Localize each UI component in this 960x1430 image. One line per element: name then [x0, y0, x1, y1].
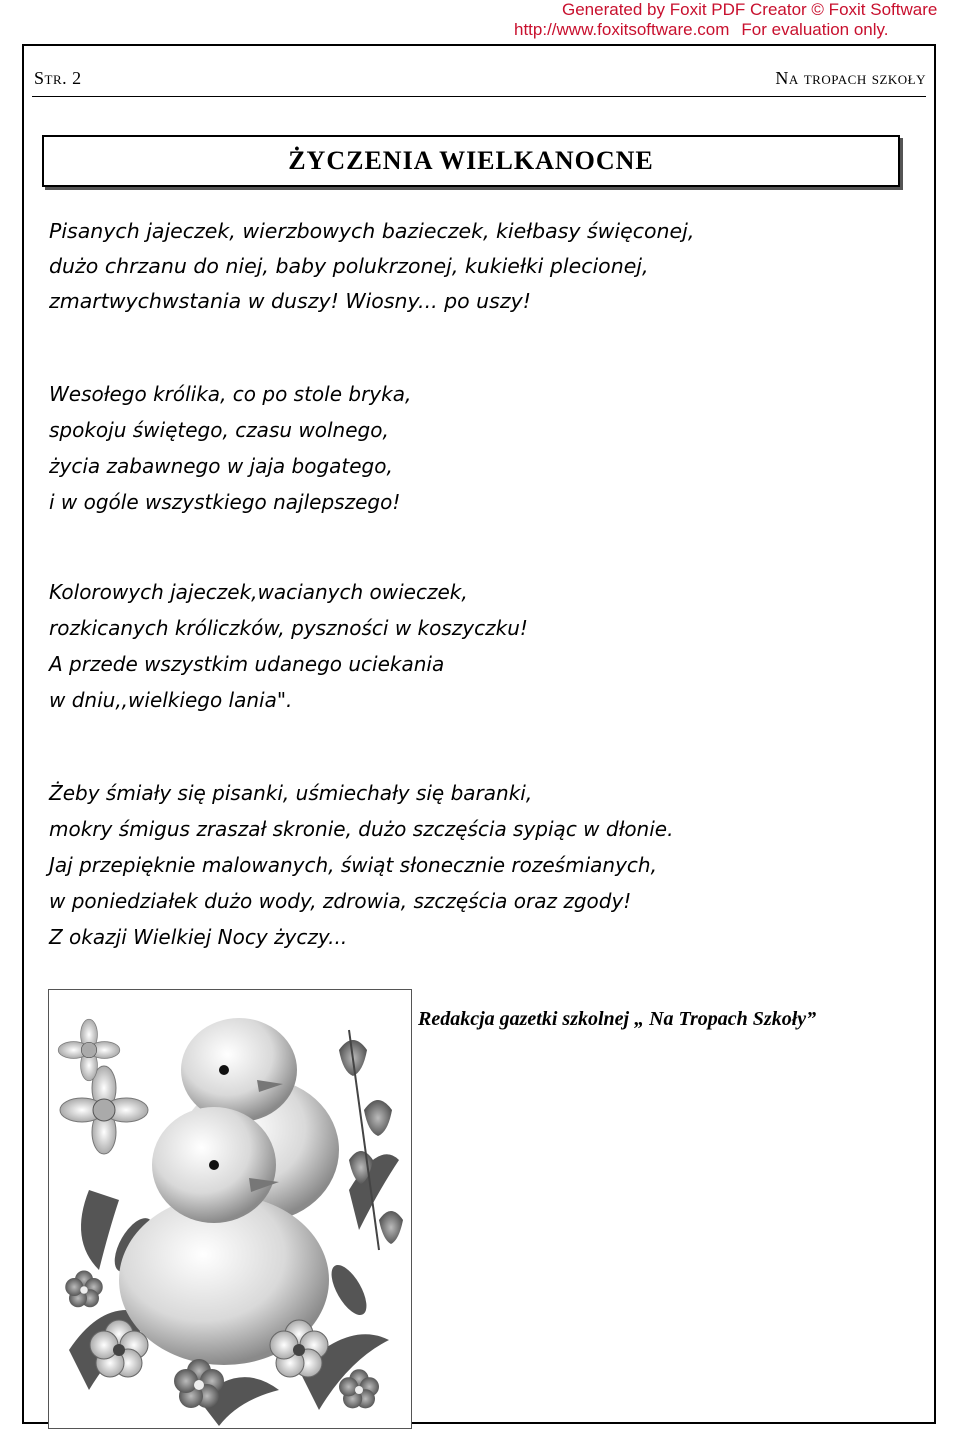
- wish-line: Wesołego królika, co po stole bryka,: [49, 382, 412, 406]
- wish-line: zmartwychwstania w duszy! Wiosny... po uszy!: [49, 289, 531, 313]
- wish-line: w dniu,,wielkiego lania".: [49, 688, 293, 712]
- wish-line: rozkicanych króliczków, pyszności w koszyczku!: [49, 616, 528, 640]
- wish-line: Z okazji Wielkiej Nocy życzy...: [49, 925, 348, 949]
- editorial-signature: Redakcja gazetki szkolnej „ Na Tropach Szkoły”: [418, 1008, 817, 1030]
- watermark-line-2: [514, 20, 944, 40]
- header-divider: [32, 96, 926, 97]
- wish-line: A przede wszystkim udanego uciekania: [49, 652, 445, 676]
- page-number-label: Str. 2: [34, 68, 82, 88]
- watermark-url[interactable]: http://www.foxitsoftware.com: [514, 20, 730, 39]
- chicks-and-flowers-drawing: [49, 990, 411, 1428]
- wish-line: mokry śmigus zraszał skronie, dużo szczęścia sypiąc w dłonie.: [49, 817, 674, 841]
- wish-paragraph-2: [49, 376, 411, 520]
- wish-line: w poniedziałek dużo wody, zdrowia, szczęścia oraz zgody!: [49, 889, 632, 913]
- wish-line: Jaj przepięknie malowanych, świąt słonecznie roześmianych,: [49, 853, 657, 877]
- wish-line: spokoju świętego, czasu wolnego,: [49, 418, 389, 442]
- wish-line: Żeby śmiały się pisanki, uśmiechały się baranki,: [49, 781, 533, 805]
- daffodils: [58, 1019, 148, 1154]
- evaluation-watermark: [514, 0, 944, 40]
- bellflowers: [339, 1040, 403, 1244]
- wish-paragraph-4: [49, 775, 673, 955]
- publication-name: Na tropach szkoły: [775, 68, 926, 88]
- easter-chicks-illustration: [48, 989, 412, 1429]
- newsletter-page: [22, 44, 936, 1424]
- wish-line: dużo chrzanu do niej, baby polukrzonej, kukiełki plecionej,: [49, 254, 649, 278]
- watermark-line-1: Generated by Foxit PDF Creator © Foxit Software: [562, 0, 938, 19]
- wish-line: życia zabawnego w jaja bogatego,: [49, 454, 393, 478]
- wish-line: i w ogóle wszystkiego najlepszego!: [49, 490, 401, 514]
- wish-paragraph-3: [49, 574, 528, 718]
- wish-line: Kolorowych jajeczek,wacianych owieczek,: [49, 580, 468, 604]
- watermark-note: For evaluation only.: [741, 20, 889, 39]
- article-title: ŻYCZENIA WIELKANOCNE: [42, 135, 900, 187]
- wish-paragraph-1: [49, 214, 694, 319]
- wish-line: Pisanych jajeczek, wierzbowych bazieczek, kiełbasy święconej,: [49, 219, 695, 243]
